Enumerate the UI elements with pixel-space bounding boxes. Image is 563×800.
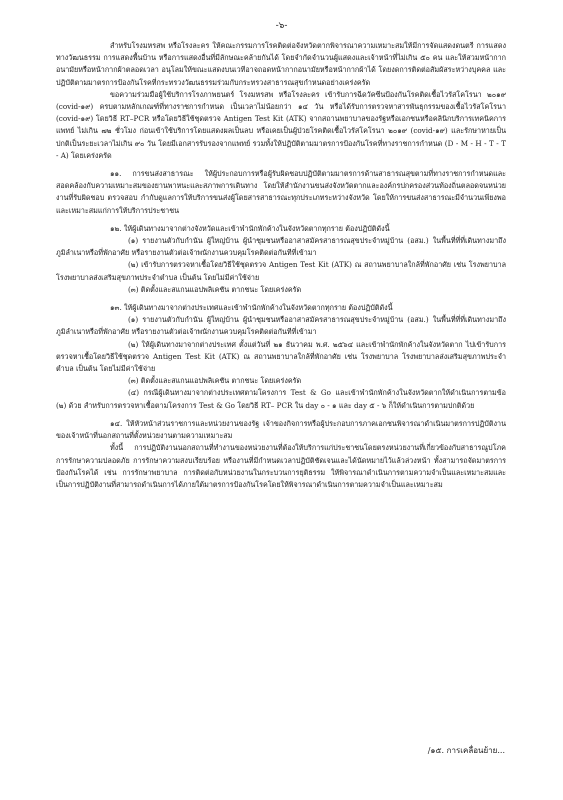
section-14-offsite-work: ๑๔. ให้หัวหน้าส่วนราชการและหน่วยงานของรัฐ เจ้าของกิจการหรือผู้ประกอบการภาคเอกชนพิจารณาดำเนินมาตรการปฏิบัติงานของเจ้าหน้าที่นอกสถานที่ตั้งหน่วยงานตามความเหมาะสม — [56, 418, 506, 441]
section-13-item-3: (๓) ติดตั้งและสแกนแอปพลิเคชัน ตากชนะ โดยเคร่งครัด — [128, 376, 302, 386]
page-number: -๖- — [275, 21, 288, 31]
paragraph-cinema-vaccination: ขอความร่วมมือผู้ใช้บริการโรงภาพยนตร์ โรงมหรสพ หรือโรงละคร เข้ารับการฉีดวัคซีนป้องกันโรคติดเชื้อไวรัสโคโรนา ๒๐๑๙ (covid-๑๙) ครบตามหลักเกณฑ์ที่ทางราชการกำหนด เป็นเวลาไม่น้อยกว่า ๑๔ วัน หรือได้รับการตรวจหาสารพันธุกรรมของเชื้อไวรัสโคโรนา (covid-๑๙) โดยวิธี RT–PCR หรือโดยวิธีใช้ชุดตรวจ Antigen Test Kit (ATK) จากสถานพยาบาลของรัฐหรือเอกชนหรือคลินิกบริการเทคนิคการแพทย์ ไม่เกิน ๗๒ ชั่วโมง ก่อนเข้าใช้บริการโดยแสดงผลเป็นลบ หรือเคยเป็นผู้ป่วยโรคติดเชื้อไวรัสโคโรนา ๒๐๑๙ (covid-๑๙) และรักษาหายเป็นปกติเป็นระยะเวลาไม่เกิน ๙๐ วัน โดยมีเอกสารรับรองจากแพทย์ รวมทั้งให้ปฏิบัติตามมาตรการป้องกันโรคที่ทางราชการกำหนด (D - M - H - T - T - A) โดยเคร่งครัด — [56, 89, 506, 160]
section-11-public-transport: ๑๑. การขนส่งสาธารณะ ให้ผู้ประกอบการหรือผู้รับผิดชอบปฏิบัติตามมาตรการด้านสาธารณสุขตามที่ทางราชการกำหนดและสอดคล้องกับความเหมาะสมของยานพาหนะและสภาพการเดินทาง โดยให้สำนักงานขนส่งจังหวัดตากและองค์กรปกครองส่วนท้องถิ่นตลอดจนหน่วยงานที่รับผิดชอบ ตรวจสอบ กำกับดูแลการให้บริการขนส่งผู้โดยสารสาธารณะทุกประเภทระหว่างจังหวัด โดยให้การขนส่งสาธารณะมีจำนวนเพียงพอและเหมาะสมแก่การให้บริการประชาชน — [56, 169, 506, 215]
paragraph-cinema-performance: สำหรับโรงมหรสพ หรือโรงละคร ให้คณะกรรมการโรคติดต่อจังหวัดตากพิจารณาความเหมาะสมให้มีการจัดแสดงดนตรี การแสดงทางวัฒนธรรม การแสดงพื้นบ้าน หรือการแสดงอื่นที่มีลักษณะคล้ายกันได้ โดยจำกัดจำนวนผู้แสดงและเจ้าหน้าที่ไม่เกิน ๕๐ คน และให้สวมหน้ากากอนามัยหรือหน้ากากผ้าตลอดเวลา อนุโลมให้ขณะแสดงบนเวทีอาจถอดหน้ากากอนามัยหรือหน้ากากผ้าได้ โดยงดการติดต่อสัมผัสระหว่างบุคคล และปฏิบัติตามมาตรการป้องกันโรคที่กระทรวงวัฒนธรรมร่วมกับกระทรวงสาธารณสุขกำหนดอย่างเคร่งครัด — [56, 41, 506, 87]
section-12-item-1: (๑) รายงานตัวกับกำนัน ผู้ใหญ่บ้าน ผู้นำชุมชนหรืออาสาสมัครสาธารณสุขประจำหมู่บ้าน (อสม.) ในพื้นที่ที่ที่เดินทางมาถึงภูมิลำเนาหรือที่พักอาศัย หรือรายงานตัวต่อเจ้าพนักงานควบคุมโรคติดต่อกันทีที่เข้ามา — [56, 236, 506, 258]
section-12-item-3: (๓) ติดตั้งและสแกนแอปพลิเคชัน ตากชนะ โดยเคร่งครัด — [128, 284, 302, 294]
continuation-note: /๑๕. การเคลื่อนย้าย... — [427, 746, 505, 755]
section-13-item-1: (๑) รายงานตัวกับกำนัน ผู้ใหญ่บ้าน ผู้นำชุมชนหรืออาสาสมัครสาธารณสุขประจำหมู่บ้าน (อสม.) ในพื้นที่ที่ที่เดินทางมาถึงภูมิลำเนาหรือที่พักอาศัย หรือรายงานตัวต่อเจ้าพนักงานควบคุมโรคติดต่อกันทีที่เข้ามา — [56, 315, 506, 337]
section-13-item-2: (๒) ให้ผู้เดินทางมาจากต่างประเทศ ตั้งแต่วันที่ ๒๑ ธันวาคม พ.ศ. ๒๕๖๔ และเข้าพำนักพักค้างในจังหวัดตาก ไปเข้ารับการตรวจหาเชื้อโดยวิธีใช้ชุดตรวจ Antigen Test Kit (ATK) ณ สถานพยาบาลใกล้ที่พักอาศัย เช่น โรงพยาบาล โรงพยาบาลส่งเสริมสุขภาพประจำตำบล เป็นต้น โดยไม่มีค่าใช้จ่าย — [56, 339, 506, 374]
section-13-item-4: (๔) กรณีผู้เดินทางมาจากต่างประเทศตามโครงการ Test & Go และเข้าพำนักพักค้างในจังหวัดตากให้ดำเนินการตามข้อ (๒) ด้วย สำหรับการตรวจหาเชื้อตามโครงการ Test & Go โดยวิธี RT– PCR ใน day ๐ - ๑ และ day ๕ - ๖ ก็ให้ดำเนินการตามปกติด้วย — [56, 388, 506, 410]
section-12-domestic-travelers: ๑๒. ให้ผู้เดินทางมาจากต่างจังหวัดและเข้าพำนักพักค้างในจังหวัดตากทุกราย ต้องปฏิบัติดังนี้ — [110, 223, 390, 233]
section-12-item-2: (๒) เข้ารับการตรวจหาเชื้อโดยวิธีใช้ชุดตรวจ Antigen Test Kit (ATK) ณ สถานพยาบาลใกล้ที่พักอาศัย เช่น โรงพยาบาล โรงพยาบาลส่งเสริมสุขภาพประจำตำบล เป็นต้น โดยไม่มีค่าใช้จ่าย — [56, 260, 506, 282]
section-13-foreign-travelers: ๑๓. ให้ผู้เดินทางมาจากต่างประเทศและเข้าพำนักพักค้างในจังหวัดตากทุกราย ต้องปฏิบัติดังนี้ — [110, 303, 393, 313]
document-body — [56, 40, 506, 491]
section-14-detail: ทั้งนี้ การปฏิบัติงานนอกสถานที่ทำงานของหน่วยงานที่ต้องให้บริการแก่ประชาชนโดยตรงหน่วยงานที่เกี่ยวข้องกับสาธารณูปโภค การรักษาความปลอดภัย การรักษาความสงบเรียบร้อย หรืองานที่มีกำหนดเวลาปฏิบัติชัดเจนและได้นัดหมายไว้แล้วล่วงหน้า ทั้งสามารถจัดมาตรการป้องกันโรคได้ เช่น การรักษาพยาบาล การติดต่อกับหน่วยงานในกระบวนการยุติธรรม ให้พิจารณาดำเนินการตามความจำเป็นและเหมาะสมและเป็นการปฏิบัติงานที่สามารถดำเนินการได้ภายใต้มาตรการป้องกันโรคโดยให้พิจารณาดำเนินการตามความจำเป็นและเหมาะสม — [56, 443, 506, 489]
